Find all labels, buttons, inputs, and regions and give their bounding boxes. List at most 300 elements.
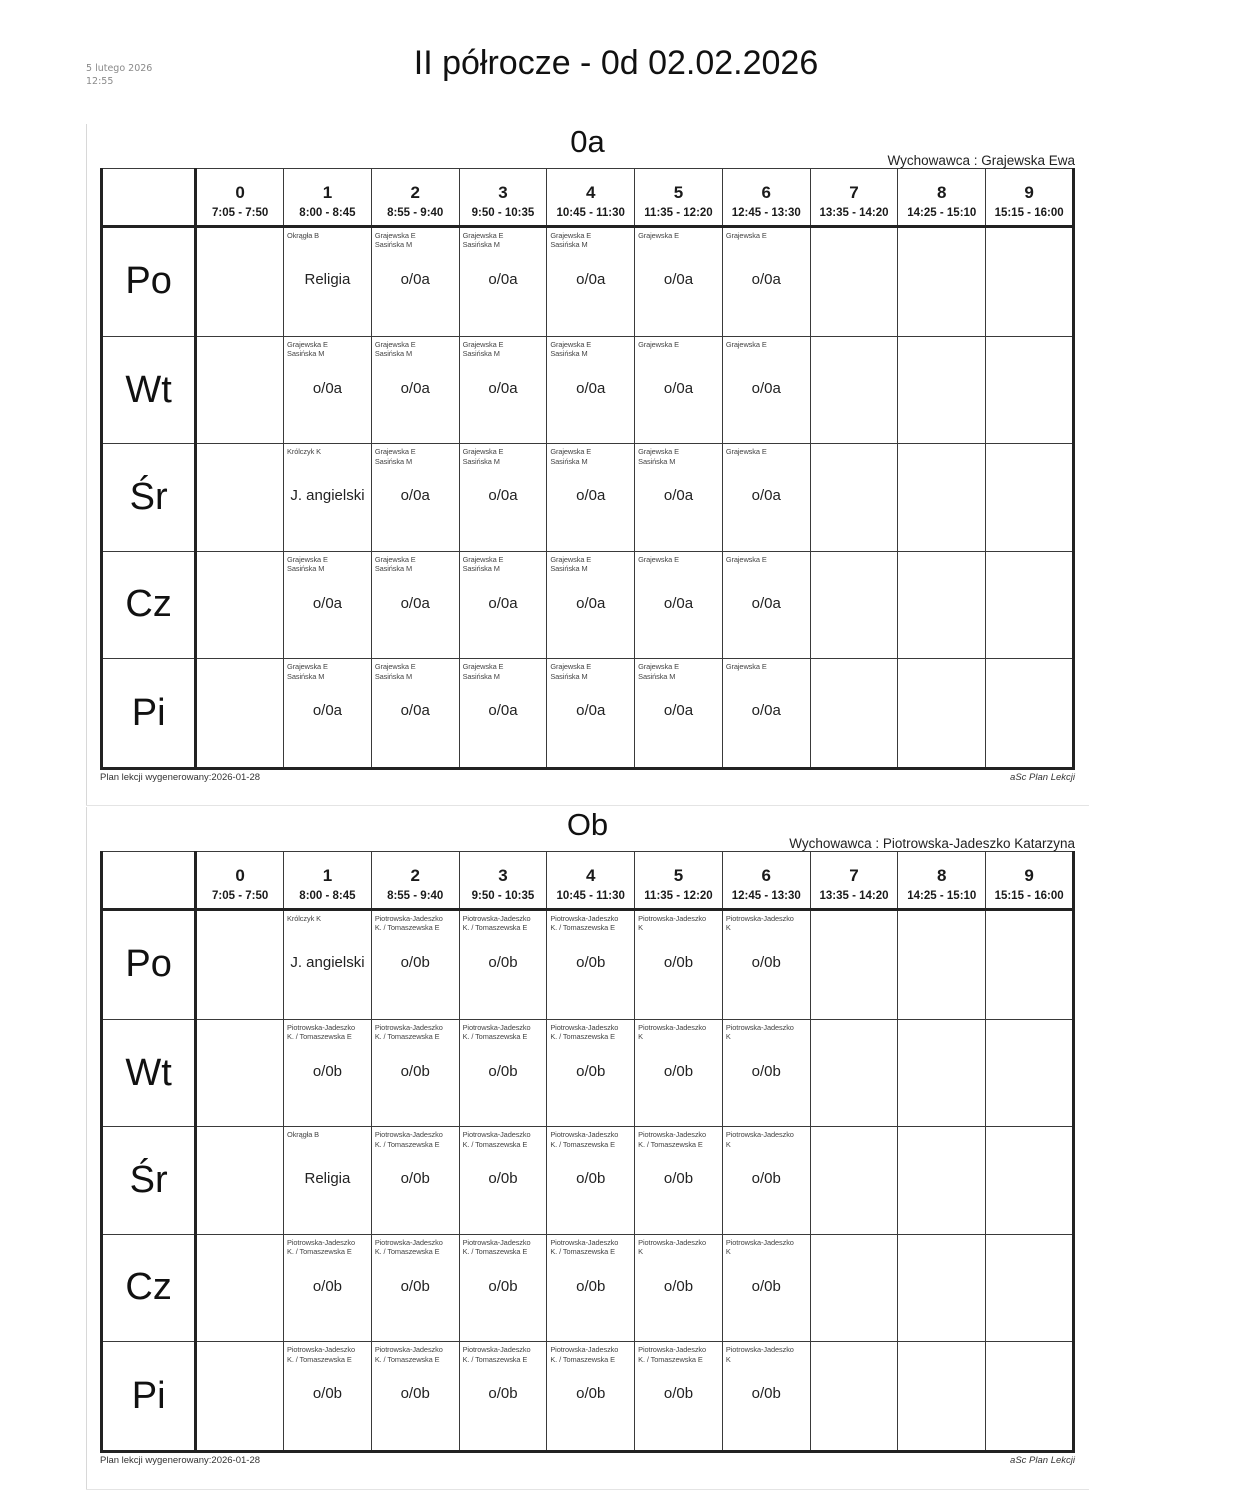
lesson-subject: o/0b xyxy=(576,1170,606,1188)
lesson-cell xyxy=(371,227,459,337)
lesson-cell xyxy=(459,1342,547,1452)
lesson-teacher: Piotrowska-Jadeszko K xyxy=(638,914,707,933)
period-time: 9:50 - 10:35 xyxy=(471,890,535,902)
lesson-subject: o/0b xyxy=(576,1062,606,1080)
homeroom-teacher: Wychowawca : Piotrowska-Jadeszko Katarzyna xyxy=(789,836,1075,851)
lesson-teacher: Piotrowska-Jadeszko K. / Tomaszewska E xyxy=(374,1130,443,1149)
lesson-teacher: Piotrowska-Jadeszko K. / Tomaszewska E xyxy=(374,914,443,933)
empty-slot xyxy=(810,659,898,769)
header-corner xyxy=(102,852,196,910)
period-header xyxy=(810,852,898,910)
lesson-cell xyxy=(722,227,810,337)
lesson-subject: o/0b xyxy=(751,1170,781,1188)
period-header xyxy=(635,169,723,227)
period-header xyxy=(547,169,635,227)
day-row xyxy=(102,1127,1074,1234)
lesson-subject: o/0b xyxy=(663,1385,694,1403)
lesson-subject: o/0a xyxy=(751,379,781,397)
lesson-cell xyxy=(371,1234,459,1341)
lesson-subject: o/0b xyxy=(488,954,518,971)
lesson-subject: o/0a xyxy=(576,594,606,612)
day-row xyxy=(102,1342,1074,1452)
lesson-teacher: Piotrowska-Jadeszko K. / Tomaszewska E xyxy=(550,1345,619,1364)
lesson-cell xyxy=(284,1342,372,1452)
lesson-teacher: Piotrowska-Jadeszko K xyxy=(725,1237,794,1257)
lesson-subject: o/0a xyxy=(576,702,606,720)
period-number: 8 xyxy=(937,183,947,202)
lesson-subject: o/0b xyxy=(400,1062,430,1080)
empty-slot xyxy=(986,1127,1074,1234)
lesson-cell xyxy=(722,659,810,769)
period-header xyxy=(810,169,898,227)
period-time: 10:45 - 11:30 xyxy=(556,890,625,902)
lesson-subject: o/0a xyxy=(400,487,430,505)
lesson-subject: o/0a xyxy=(400,702,430,720)
lesson-subject: o/0a xyxy=(751,271,781,288)
lesson-subject: o/0b xyxy=(400,1385,430,1403)
lesson-teacher: Grajewska E Sasińska M xyxy=(374,662,416,681)
lesson-teacher: Piotrowska-Jadeszko K. / Tomaszewska E xyxy=(287,1022,355,1042)
lesson-cell xyxy=(635,1342,723,1452)
empty-slot xyxy=(898,910,986,1020)
period-number: 1 xyxy=(322,183,333,202)
lesson-cell xyxy=(459,227,547,337)
lesson-teacher: Piotrowska-Jadeszko K xyxy=(638,1237,707,1257)
lesson-cell xyxy=(284,551,372,658)
period-number: 5 xyxy=(673,183,684,202)
lesson-cell xyxy=(284,910,372,1020)
lesson-teacher: Grajewska E Sasińska M xyxy=(638,662,679,681)
timetable-grid xyxy=(100,168,1075,770)
lesson-teacher: Grajewska E Sasińska M xyxy=(550,447,592,466)
empty-slot xyxy=(196,227,284,337)
lesson-teacher: Piotrowska-Jadeszko K. / Tomaszewska E xyxy=(550,1237,619,1257)
lesson-cell xyxy=(371,1019,459,1126)
lesson-subject: o/0b xyxy=(312,1277,343,1295)
period-header-row xyxy=(102,169,1074,227)
lesson-teacher: Grajewska E Sasińska M xyxy=(374,231,416,250)
empty-slot xyxy=(986,1234,1074,1341)
timetable-sheet-0a xyxy=(86,124,1089,806)
day-row xyxy=(102,227,1074,337)
empty-slot xyxy=(196,1234,284,1341)
lesson-subject: o/0a xyxy=(400,379,430,397)
lesson-teacher: Piotrowska-Jadeszko K. / Tomaszewska E xyxy=(550,1130,619,1149)
lesson-subject: o/0b xyxy=(312,1385,343,1403)
lesson-subject: o/0a xyxy=(488,271,518,288)
day-row xyxy=(102,444,1074,551)
lesson-cell xyxy=(722,444,810,551)
lesson-cell xyxy=(284,1019,372,1126)
lesson-teacher: Grajewska E Sasińska M xyxy=(462,554,504,574)
period-number: 2 xyxy=(410,183,420,202)
lesson-subject: o/0a xyxy=(400,594,430,612)
lesson-subject: o/0b xyxy=(576,1277,606,1295)
lesson-subject: o/0b xyxy=(576,1385,606,1403)
period-header xyxy=(547,852,635,910)
lesson-cell xyxy=(635,551,723,658)
lesson-subject: o/0b xyxy=(663,954,694,971)
period-time: 13:35 - 14:20 xyxy=(819,890,889,902)
generated-date: Plan lekcji wygenerowany:2026-01-28 xyxy=(100,1455,261,1466)
lesson-teacher: Grajewska E xyxy=(725,231,767,240)
lesson-subject: o/0b xyxy=(663,1062,694,1080)
empty-slot xyxy=(810,336,898,443)
empty-slot xyxy=(196,1019,284,1126)
empty-slot xyxy=(898,227,986,337)
lesson-subject: o/0a xyxy=(751,487,781,505)
lesson-cell xyxy=(371,1127,459,1234)
print-date: 5 lutego 2026 xyxy=(86,63,153,74)
lesson-cell xyxy=(547,1234,635,1341)
lesson-cell xyxy=(547,444,635,551)
period-number: 1 xyxy=(322,866,333,885)
day-label: Wt xyxy=(102,336,196,443)
day-row xyxy=(102,1019,1074,1126)
lesson-cell xyxy=(284,444,372,551)
lesson-teacher: Piotrowska-Jadeszko K. / Tomaszewska E xyxy=(550,1022,619,1042)
empty-slot xyxy=(898,1127,986,1234)
period-number: 3 xyxy=(498,866,508,885)
lesson-teacher: Grajewska E xyxy=(638,339,679,349)
lesson-subject: o/0a xyxy=(312,702,343,720)
empty-slot xyxy=(196,910,284,1020)
lesson-teacher: Grajewska E Sasińska M xyxy=(287,339,328,359)
empty-slot xyxy=(986,659,1074,769)
empty-slot xyxy=(986,910,1074,1020)
lesson-cell xyxy=(722,336,810,443)
lesson-teacher: Grajewska E xyxy=(638,231,679,240)
period-time: 7:05 - 7:50 xyxy=(212,890,269,902)
day-label: Cz xyxy=(102,551,196,658)
lesson-cell xyxy=(459,551,547,658)
lesson-cell xyxy=(284,1127,372,1234)
lesson-cell xyxy=(722,1342,810,1452)
lesson-teacher: Grajewska E Sasińska M xyxy=(462,447,504,466)
lesson-subject: o/0b xyxy=(751,1277,781,1295)
lesson-cell xyxy=(284,659,372,769)
empty-slot xyxy=(810,1234,898,1341)
software-credit: aSc Plan Lekcji xyxy=(1010,1455,1075,1466)
lesson-cell xyxy=(459,444,547,551)
period-number: 5 xyxy=(673,866,684,885)
class-name: Ob xyxy=(566,807,609,842)
generated-date: Plan lekcji wygenerowany:2026-01-28 xyxy=(100,772,261,783)
period-header xyxy=(459,852,547,910)
lesson-teacher: Piotrowska-Jadeszko K. / Tomaszewska E xyxy=(550,914,619,933)
period-header xyxy=(986,852,1074,910)
lesson-cell xyxy=(722,1019,810,1126)
lesson-subject: o/0a xyxy=(663,487,694,505)
period-number: 6 xyxy=(761,866,771,885)
lesson-teacher: Piotrowska-Jadeszko K. / Tomaszewska E xyxy=(462,1022,531,1042)
lesson-teacher: Królczyk K xyxy=(287,447,321,457)
lesson-teacher: Piotrowska-Jadeszko K. / Tomaszewska E xyxy=(462,1345,531,1364)
lesson-cell xyxy=(547,336,635,443)
lesson-subject: o/0b xyxy=(488,1170,518,1188)
lesson-cell xyxy=(547,1019,635,1126)
period-time: 8:00 - 8:45 xyxy=(299,207,356,219)
lesson-teacher: Piotrowska-Jadeszko K xyxy=(725,1130,794,1149)
empty-slot xyxy=(810,444,898,551)
lesson-teacher: Piotrowska-Jadeszko K. / Tomaszewska E xyxy=(462,1237,531,1257)
lesson-subject: o/0a xyxy=(488,379,518,397)
period-header xyxy=(986,169,1074,227)
empty-slot xyxy=(898,659,986,769)
period-time: 13:35 - 14:20 xyxy=(819,207,889,219)
day-label: Śr xyxy=(102,1127,196,1234)
period-header xyxy=(284,852,372,910)
lesson-cell xyxy=(284,1234,372,1341)
period-time: 7:05 - 7:50 xyxy=(212,207,269,219)
software-credit: aSc Plan Lekcji xyxy=(1010,772,1075,783)
lesson-teacher: Grajewska E Sasińska M xyxy=(374,447,416,466)
lesson-cell xyxy=(635,336,723,443)
empty-slot xyxy=(898,1234,986,1341)
period-header xyxy=(371,852,459,910)
lesson-subject: o/0a xyxy=(312,594,343,612)
period-number: 9 xyxy=(1024,183,1034,202)
lesson-teacher: Piotrowska-Jadeszko K xyxy=(725,914,794,933)
lesson-cell xyxy=(371,551,459,658)
day-label: Śr xyxy=(102,444,196,551)
lesson-teacher: Piotrowska-Jadeszko K xyxy=(725,1345,794,1364)
period-number: 6 xyxy=(761,183,771,202)
lesson-cell xyxy=(635,659,723,769)
lesson-subject: o/0b xyxy=(751,954,781,971)
lesson-subject: o/0b xyxy=(488,1277,518,1295)
lesson-cell xyxy=(459,1234,547,1341)
period-time: 14:25 - 15:10 xyxy=(907,890,977,902)
period-time: 11:35 - 12:20 xyxy=(644,890,713,902)
lesson-teacher: Grajewska E Sasińska M xyxy=(287,662,328,681)
lesson-subject: o/0a xyxy=(576,271,606,288)
day-row xyxy=(102,551,1074,658)
period-number: 9 xyxy=(1024,866,1034,885)
lesson-cell xyxy=(284,227,372,337)
lesson-subject: o/0b xyxy=(663,1170,694,1188)
lesson-subject: o/0a xyxy=(488,594,518,612)
lesson-cell xyxy=(459,1019,547,1126)
day-label: Po xyxy=(102,910,196,1020)
lesson-teacher: Piotrowska-Jadeszko K. / Tomaszewska E xyxy=(374,1237,443,1257)
empty-slot xyxy=(898,551,986,658)
lesson-cell xyxy=(635,227,723,337)
lesson-teacher: Grajewska E Sasińska M xyxy=(462,231,504,250)
period-time: 15:15 - 16:00 xyxy=(994,207,1064,219)
lesson-teacher: Grajewska E xyxy=(725,339,767,349)
lesson-teacher: Grajewska E Sasińska M xyxy=(550,231,592,250)
lesson-teacher: Okrągła B xyxy=(287,231,320,240)
homeroom-teacher: Wychowawca : Grajewska Ewa xyxy=(887,153,1075,168)
lesson-cell xyxy=(371,910,459,1020)
lesson-teacher: Grajewska E xyxy=(725,554,767,564)
lesson-cell xyxy=(547,1342,635,1452)
lesson-cell xyxy=(635,444,723,551)
sheet-edge xyxy=(86,807,87,1490)
period-header xyxy=(459,169,547,227)
lesson-cell xyxy=(371,1342,459,1452)
empty-slot xyxy=(810,910,898,1020)
period-time: 15:15 - 16:00 xyxy=(994,890,1064,902)
period-header xyxy=(371,169,459,227)
period-number: 7 xyxy=(849,183,859,202)
lesson-subject: o/0b xyxy=(488,1385,518,1403)
period-time: 8:00 - 8:45 xyxy=(299,890,356,902)
empty-slot xyxy=(196,1342,284,1452)
lesson-subject: o/0b xyxy=(488,1062,518,1080)
lesson-teacher: Piotrowska-Jadeszko K. / Tomaszewska E xyxy=(287,1345,355,1364)
day-label: Wt xyxy=(102,1019,196,1126)
period-number: 0 xyxy=(235,866,245,885)
lesson-teacher: Piotrowska-Jadeszko K. / Tomaszewska E xyxy=(374,1345,443,1364)
empty-slot xyxy=(810,1127,898,1234)
lesson-cell xyxy=(459,659,547,769)
lesson-subject: o/0a xyxy=(751,594,781,612)
lesson-cell xyxy=(371,336,459,443)
lesson-teacher: Grajewska E Sasińska M xyxy=(374,554,416,574)
period-header xyxy=(898,169,986,227)
day-row xyxy=(102,1234,1074,1341)
period-time: 12:45 - 13:30 xyxy=(731,207,801,219)
lesson-teacher: Grajewska E Sasińska M xyxy=(462,662,504,681)
lesson-cell xyxy=(547,659,635,769)
lesson-teacher: Piotrowska-Jadeszko K. / Tomaszewska E xyxy=(462,914,531,933)
lesson-subject: o/0a xyxy=(663,379,694,397)
lesson-cell xyxy=(635,910,723,1020)
class-name: 0a xyxy=(570,124,605,159)
lesson-subject: o/0b xyxy=(400,1277,430,1295)
lesson-cell xyxy=(722,551,810,658)
period-number: 4 xyxy=(585,183,596,202)
empty-slot xyxy=(810,227,898,337)
lesson-cell xyxy=(459,910,547,1020)
lesson-cell xyxy=(547,551,635,658)
lesson-teacher: Królczyk K xyxy=(287,914,321,923)
lesson-subject: o/0a xyxy=(663,594,694,612)
period-number: 0 xyxy=(235,183,245,202)
lesson-teacher: Grajewska E xyxy=(725,662,767,672)
lesson-subject: o/0a xyxy=(488,487,518,505)
lesson-cell xyxy=(284,336,372,443)
lesson-teacher: Piotrowska-Jadeszko K. / Tomaszewska E xyxy=(462,1130,531,1149)
sheet-edge xyxy=(86,124,87,806)
lesson-subject: o/0a xyxy=(576,379,606,397)
lesson-subject: Religia xyxy=(304,1170,351,1188)
timetable-grid xyxy=(100,851,1075,1453)
period-header xyxy=(722,169,810,227)
period-header xyxy=(196,852,284,910)
lesson-cell xyxy=(459,336,547,443)
lesson-teacher: Grajewska E xyxy=(638,554,679,564)
empty-slot xyxy=(196,551,284,658)
period-header xyxy=(284,169,372,227)
empty-slot xyxy=(986,336,1074,443)
period-header xyxy=(196,169,284,227)
lesson-teacher: Grajewska E Sasińska M xyxy=(374,339,416,359)
empty-slot xyxy=(898,336,986,443)
empty-slot xyxy=(810,1019,898,1126)
lesson-cell xyxy=(547,910,635,1020)
lesson-subject: o/0b xyxy=(400,1170,430,1188)
empty-slot xyxy=(810,1342,898,1452)
lesson-teacher: Grajewska E Sasińska M xyxy=(462,339,504,359)
lesson-cell xyxy=(722,1127,810,1234)
lesson-subject: o/0a xyxy=(751,702,781,720)
day-row xyxy=(102,910,1074,1020)
period-time: 8:55 - 9:40 xyxy=(387,207,444,219)
lesson-subject: o/0b xyxy=(312,1062,343,1080)
lesson-subject: o/0a xyxy=(576,487,606,505)
empty-slot xyxy=(196,336,284,443)
lesson-cell xyxy=(371,444,459,551)
lesson-teacher: Piotrowska-Jadeszko K. / Tomaszewska E xyxy=(638,1345,707,1364)
period-header-row xyxy=(102,852,1074,910)
lesson-subject: Religia xyxy=(304,271,351,288)
lesson-cell xyxy=(722,910,810,1020)
empty-slot xyxy=(986,444,1074,551)
document-title: II półrocze - 0d 02.02.2026 xyxy=(413,44,819,82)
lesson-cell xyxy=(722,1234,810,1341)
lesson-subject: o/0b xyxy=(400,954,430,971)
header-corner xyxy=(102,169,196,227)
empty-slot xyxy=(986,1342,1074,1452)
lesson-subject: o/0b xyxy=(576,954,606,971)
sheet-edge xyxy=(86,805,1089,806)
empty-slot xyxy=(986,551,1074,658)
lesson-teacher: Grajewska E xyxy=(725,447,767,457)
sheet-edge xyxy=(86,1489,1089,1490)
period-number: 7 xyxy=(849,866,859,885)
period-number: 2 xyxy=(410,866,420,885)
lesson-cell xyxy=(635,1019,723,1126)
lesson-teacher: Piotrowska-Jadeszko K xyxy=(638,1022,707,1042)
lesson-cell xyxy=(635,1127,723,1234)
empty-slot xyxy=(986,1019,1074,1126)
lesson-subject: o/0a xyxy=(312,379,343,397)
lesson-teacher: Piotrowska-Jadeszko K. / Tomaszewska E xyxy=(374,1022,443,1042)
lesson-subject: o/0a xyxy=(663,702,694,720)
period-number: 8 xyxy=(937,866,947,885)
lesson-subject: o/0b xyxy=(663,1277,694,1295)
print-time: 12:55 xyxy=(86,76,114,87)
period-time: 11:35 - 12:20 xyxy=(644,207,713,219)
period-header xyxy=(722,852,810,910)
period-time: 12:45 - 13:30 xyxy=(731,890,801,902)
period-header xyxy=(635,852,723,910)
period-time: 10:45 - 11:30 xyxy=(556,207,625,219)
timetable-sheet-0b xyxy=(86,807,1089,1490)
period-time: 8:55 - 9:40 xyxy=(387,890,444,902)
empty-slot xyxy=(196,659,284,769)
lesson-cell xyxy=(547,227,635,337)
lesson-subject: J. angielski xyxy=(290,487,365,505)
lesson-teacher: Grajewska E Sasińska M xyxy=(550,339,592,359)
empty-slot xyxy=(986,227,1074,337)
lesson-cell xyxy=(635,1234,723,1341)
lesson-subject: o/0a xyxy=(663,271,694,288)
period-number: 3 xyxy=(498,183,508,202)
lesson-cell xyxy=(547,1127,635,1234)
day-row xyxy=(102,336,1074,443)
empty-slot xyxy=(810,551,898,658)
empty-slot xyxy=(196,444,284,551)
lesson-subject: o/0b xyxy=(751,1062,781,1080)
lesson-subject: o/0a xyxy=(488,702,518,720)
day-label: Po xyxy=(102,227,196,337)
lesson-teacher: Piotrowska-Jadeszko K xyxy=(725,1022,794,1042)
empty-slot xyxy=(196,1127,284,1234)
